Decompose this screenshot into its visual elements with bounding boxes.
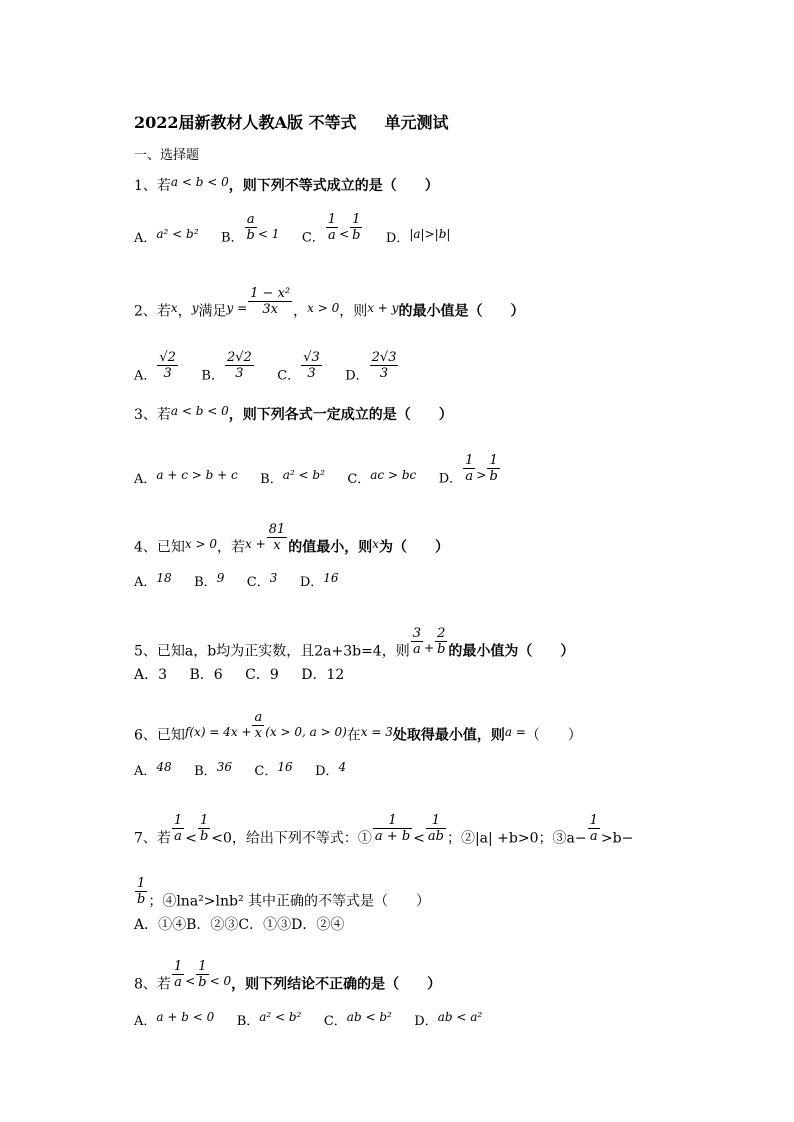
option-b: B． $\frac{a}{b}$ < 1: [220, 212, 280, 246]
question-1: 1、若a < b < 0，则下列不等式成立的是（ ）: [134, 175, 439, 194]
question-4: 4、已知x > 0，若x + $\frac{81}{x}$ 的值最小，则x为（ ）: [134, 522, 449, 556]
question-2-options: [134, 350, 417, 391]
option-a: A．18: [134, 571, 172, 590]
option-c: C．ac > bc: [347, 467, 417, 487]
question-6-options: [134, 762, 364, 781]
option-d: D．16: [299, 571, 339, 590]
question-4-options: [134, 573, 357, 592]
option-d: D．4: [315, 760, 347, 779]
option-a: A． $\frac{√2}{3}$: [134, 350, 176, 384]
option-a: A．a + b < 0: [134, 1010, 215, 1029]
option-a: A．3: [134, 667, 168, 683]
option-c: C．3: [246, 571, 278, 590]
option-a: A．a² < b²: [134, 226, 199, 246]
question-3: 3、若a < b < 0，则下列各式一定成立的是（ ）: [134, 404, 453, 423]
question-1-options: [134, 212, 468, 253]
option-a: A．a + c > b + c: [134, 467, 238, 487]
option-b: B．36: [194, 760, 232, 779]
option-d: D． $\frac{2√3}{3}$: [345, 350, 397, 384]
question-8: 8、若 $\frac{1}{a}$ < $\frac{1}{b}$ < 0，则下列结论不正确的是（ ）: [134, 959, 442, 993]
question-5-options: [134, 666, 362, 684]
option-c: C．16: [254, 760, 293, 779]
option-c: C． $\frac{1}{a}$ < $\frac{1}{b}$: [301, 212, 361, 246]
question-3-options: [134, 453, 519, 494]
question-7-options: A．①④B．②③C．①③D．②④: [134, 917, 345, 933]
option-c: C．9: [245, 667, 279, 683]
option-d: D．12: [301, 667, 345, 683]
option-d: D． $\frac{1}{a}$ > $\frac{1}{b}$: [438, 453, 498, 487]
question-6: 6、已知f(x) = 4x + $\frac{a}{x}$ (x > 0, a > 0)在x = 3处取得最小值，则a =（ ）: [134, 710, 582, 744]
question-5: 5、已知a，b均为正实数，且2a+3b=4，则 $\frac{3}{a}$ + $\frac{2}{b}$ 的最小值为（ ）: [134, 626, 575, 660]
question-2: 2、若x，y满足y = $\frac{\text{1 − x²}}{3x}$ ，x > 0，则x + y的最小值是（ ）: [134, 286, 525, 320]
question-7: 7、若 $\frac{1}{a}$ < $\frac{1}{b}$ <0，给出下列不等式：① $\frac{1}{a + b}$ < $\frac{1}{ab}$ ；②|a| +b>0；③a− $\frac{1}{a}$ >b−: [134, 813, 634, 847]
option-b: B． $\frac{2√2}{3}$: [201, 350, 252, 384]
page-title: 2022届新教材人教A版 不等式 单元测试: [134, 113, 449, 132]
option-a: A．48: [134, 760, 172, 779]
section-heading: 一、选择题: [134, 148, 200, 163]
option-c: C． $\frac{√3}{3}$: [277, 350, 320, 384]
question-8-options: [134, 1012, 500, 1031]
question-7-line-2: $\frac{1}{b}$ ；④lna²>lnb² 其中正确的不等式是（ ）: [137, 876, 431, 910]
option-b: B．a² < b²: [260, 467, 325, 487]
option-b: B．9: [194, 571, 225, 590]
option-b: B．a² < b²: [236, 1010, 302, 1029]
option-d: D．|a|>|b|: [385, 226, 451, 246]
option-d: D．ab < a²: [414, 1010, 483, 1029]
option-b: B．6: [189, 667, 223, 683]
option-c: C．ab < b²: [323, 1010, 392, 1029]
